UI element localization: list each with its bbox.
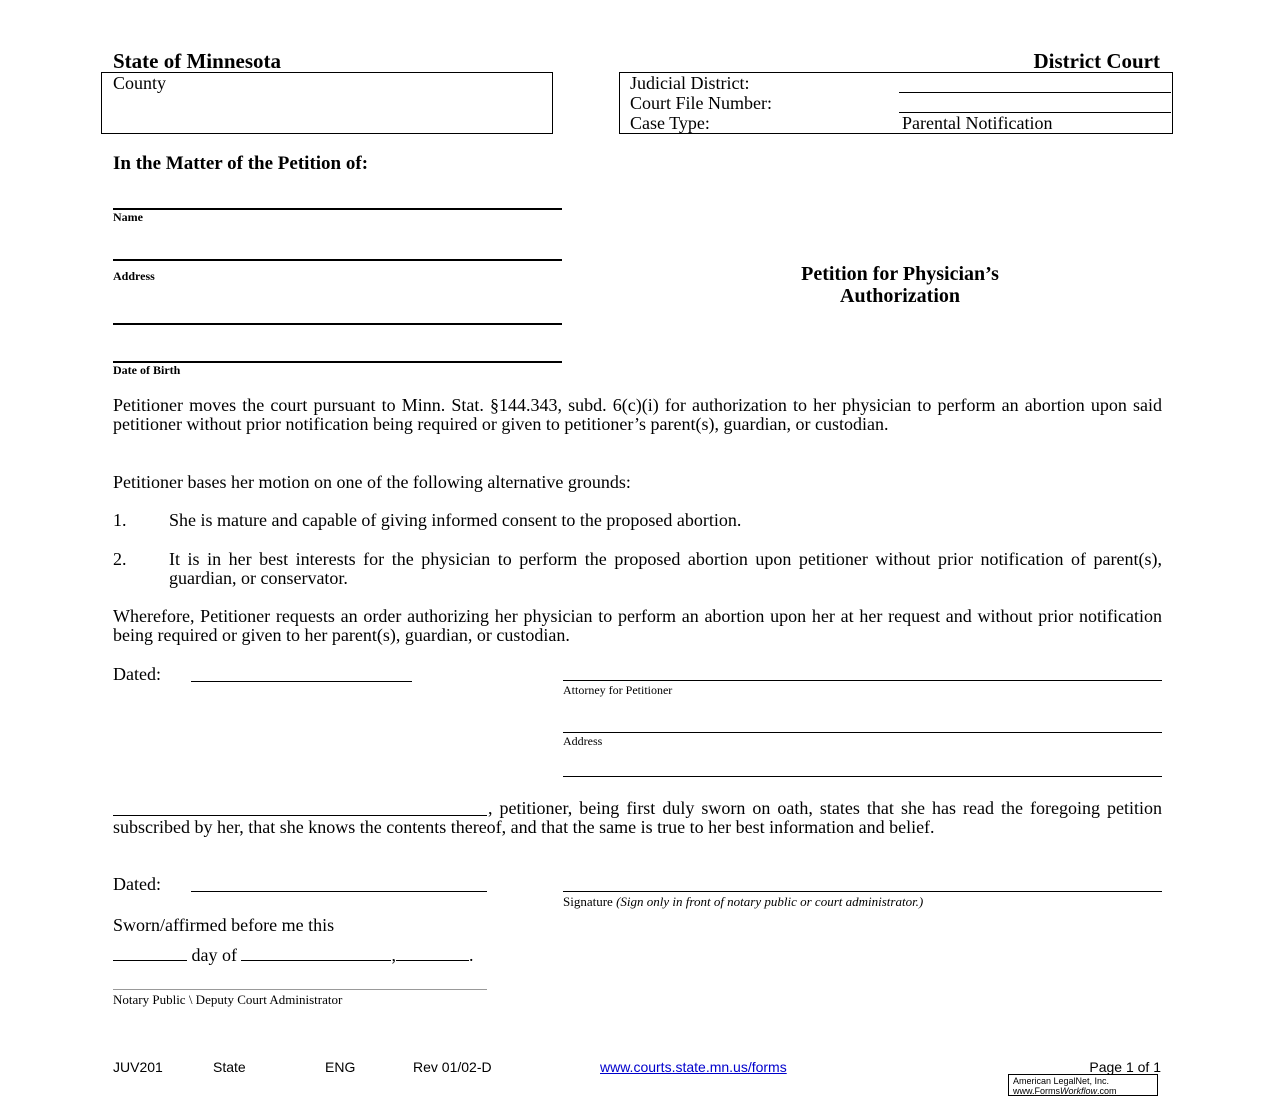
court-heading: District Court	[1033, 49, 1160, 73]
case-info-box	[619, 72, 1173, 134]
dated-label: Dated:	[113, 664, 161, 684]
dated-2-field[interactable]	[191, 891, 487, 892]
notary-label: Notary Public \ Deputy Court Administrator	[113, 992, 343, 1007]
document-title	[700, 263, 1100, 307]
wherefore-paragraph: Wherefore, Petitioner requests an order authorizing her physician to perform an abortion upon her at her request and without prior notification being required or given to her parent(s), guardian, or custodian.	[113, 606, 1162, 645]
judicial-district-label: Judicial District:	[630, 73, 750, 93]
form-jurisdiction: State	[213, 1059, 246, 1075]
legalnet-stamp	[1008, 1074, 1158, 1096]
dated-field[interactable]	[191, 681, 412, 682]
dob-label: Date of Birth	[113, 363, 181, 377]
matter-heading: In the Matter of the Petition of:	[113, 153, 369, 174]
motion-paragraph: Petitioner moves the court pursuant to Minn. Stat. §144.343, subd. 6(c)(i) for authorization to her physician to perform an abortion upon said petitioner without prior notification being required or given to petitioner’s parent(s), guardian, or custodian.	[113, 395, 1162, 434]
item-2-text: It is in her best interests for the physician to perform the proposed abortion upon petitioner without prior notification of parent(s), guardian, or conservator.	[169, 549, 1162, 588]
county-label: County	[113, 73, 167, 93]
case-type-value: Parental Notification	[902, 113, 1053, 133]
attorney-label: Attorney for Petitioner	[563, 683, 673, 697]
attorney-signature-field[interactable]	[563, 680, 1162, 681]
day-field[interactable]	[113, 945, 187, 961]
form-id: JUV201	[113, 1059, 163, 1075]
county-box	[101, 72, 553, 134]
item-1-number: 1.	[113, 510, 127, 530]
forms-link[interactable]: www.courts.state.mn.us/forms	[600, 1059, 787, 1075]
item-1-text: She is mature and capable of giving informed consent to the proposed abortion.	[169, 510, 742, 530]
item-2-number: 2.	[113, 549, 127, 569]
signature-label: Signature	[563, 894, 613, 909]
grounds-intro: Petitioner bases her motion on one of the following alternative grounds:	[113, 472, 631, 492]
name-field[interactable]	[113, 208, 562, 210]
day-of-line: day of , .	[113, 945, 473, 965]
court-file-number-label: Court File Number:	[630, 93, 772, 113]
attorney-address-label: Address	[563, 734, 603, 748]
title-line-1: Petition for Physician’s	[801, 263, 999, 285]
title-line-2: Authorization	[840, 285, 960, 307]
signature-note: (Sign only in front of notary public or court administrator.)	[616, 894, 924, 909]
signature-caption	[563, 894, 923, 910]
day-of-label: day of	[191, 945, 237, 965]
sworn-label: Sworn/affirmed before me this	[113, 915, 335, 935]
name-label: Name	[113, 210, 143, 224]
page-number: Page 1 of 1	[1089, 1059, 1161, 1075]
address-label: Address	[113, 269, 155, 283]
judicial-district-field[interactable]	[899, 92, 1171, 93]
address-field-2[interactable]	[113, 323, 562, 325]
signature-field[interactable]	[563, 891, 1162, 892]
stamp-line-2: www.FormsWorkflow.com	[1013, 1086, 1117, 1096]
notary-signature-field[interactable]	[113, 989, 487, 990]
dated-2-label: Dated:	[113, 874, 161, 894]
stamp-line-1: American LegalNet, Inc.	[1013, 1076, 1110, 1086]
address-field-1[interactable]	[113, 259, 562, 261]
oath-paragraph: , petitioner, being first duly sworn on oath, states that she has read the foregoing petition subscribed by her, that she knows the contents thereof, and that the same is true to her best information and belief.	[113, 798, 1162, 837]
form-language: ENG	[325, 1059, 356, 1075]
case-type-label: Case Type:	[630, 113, 710, 133]
attorney-address-field-1[interactable]	[563, 732, 1162, 733]
form-revision: Rev 01/02-D	[413, 1059, 492, 1075]
state-heading: State of Minnesota	[113, 49, 281, 73]
dob-field[interactable]	[113, 361, 562, 363]
year-field[interactable]	[396, 945, 469, 961]
attorney-address-field-2[interactable]	[563, 776, 1162, 777]
month-field[interactable]	[241, 945, 391, 961]
